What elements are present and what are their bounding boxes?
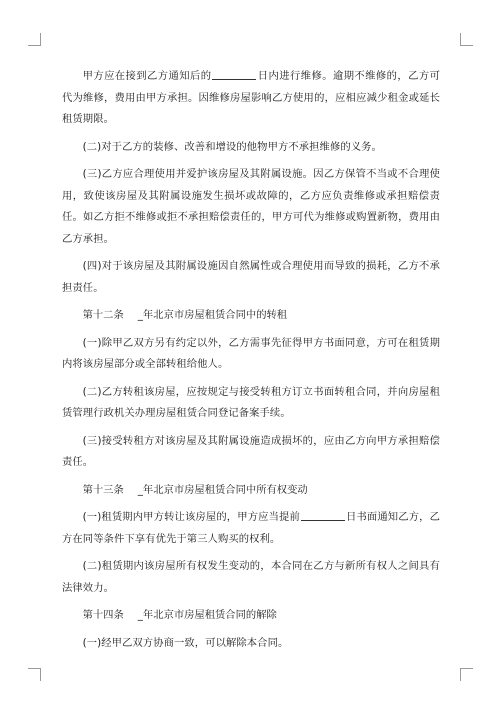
paragraph-text: 日书面通知乙方，乙方在同等条件下享有优先于第三人购买的权利。 [62,511,441,545]
article-number: 第十三条 [82,483,124,496]
paragraph-item-3: (三)乙方应合理使用并爱护该房屋及其附属设施。因乙方保管不当或不合理使用，致使该房屋及其附属设施发生损坏或故障的，乙方应负责维修或承担赔偿责任。如乙方拒不维修或拒不承担赔偿责任的，甲方可代为维修或购置新物，费用由乙方承担。 [62,168,440,245]
article-title: _年北京市房屋租赁合同的解除 [137,609,277,621]
paragraph-text: 日内进行维修。逾期不维修的，乙方可代为维修，费用由甲方承担。因维修房屋影响乙方使用的，应相应减少租金或延长租赁期限。 [62,70,440,125]
paragraph-ownership-2: (二)租赁期内该房屋所有权发生变动的，本合同在乙方与新所有权人之间具有法律效力。 [62,560,440,594]
paragraph-text: (一)租赁期内甲方转让该房屋的，甲方应当提前 [82,511,300,523]
crop-mark-top-right [460,33,473,46]
article-number: 第十二条 [82,309,124,321]
article-number: 第十四条 [82,609,124,621]
paragraph-termination-1: (一)经甲乙双方协商一致，可以解除本合同。 [82,636,289,649]
crop-mark-top-left [28,33,41,46]
document-body [62,66,440,660]
crop-mark-bottom-left [28,668,41,681]
section-heading-14 [62,605,440,627]
article-title: _年北京市房屋租赁合同中所有权变动 [137,483,308,496]
paragraph-text: 甲方应在接到乙方通知后的 [82,70,212,82]
paragraph-item-4: (四)对于该房屋及其附属设施因自然属性或合理使用而导致的损耗，乙方不承担责任。 [62,260,440,294]
paragraph-sublet-2: (二)乙方转租该房屋，应按规定与接受转租方订立书面转租合同，并向房屋租赁管理行政机关办理房屋租赁合同登记备案手续。 [62,385,440,419]
fill-in-blank [301,508,345,521]
section-heading-12 [62,305,440,327]
fill-in-blank [212,67,256,80]
paragraph-sublet-3: (三)接受转租方对该房屋及其附属设施造成损坏的，应由乙方向甲方承担赔偿责任。 [62,434,440,468]
crop-mark-bottom-right [460,668,473,681]
paragraph-ownership-1 [62,507,440,550]
paragraph-item-2: (二)对于乙方的装修、改善和增设的他物甲方不承担维修的义务。 [82,140,382,153]
article-title: _年北京市房屋租赁合同中的转租 [137,309,288,321]
paragraph-sublet-1: (一)除甲乙双方另有约定以外，乙方需事先征得甲方书面同意，方可在租赁期内将该房屋部分或全部转租给他人。 [62,336,440,370]
paragraph-repair-notice [62,66,440,131]
section-heading-13 [62,480,440,502]
